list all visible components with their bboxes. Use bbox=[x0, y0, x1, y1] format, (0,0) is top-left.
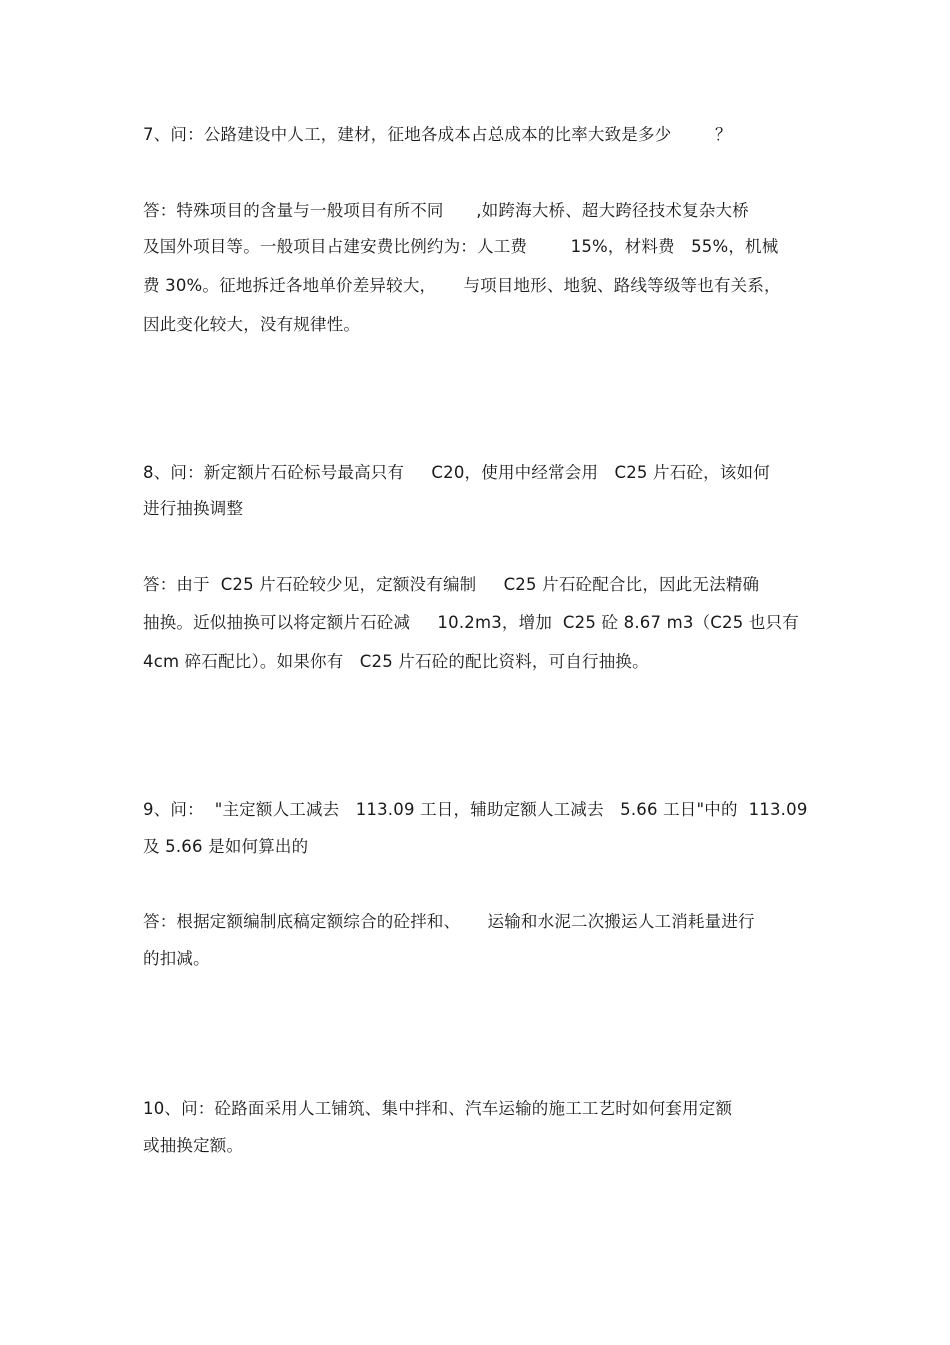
question-8-line-2: 进行抽换调整 bbox=[143, 499, 244, 518]
answer-8-line-1: 答：由于 C25 片石砼较少见，定额没有编制 C25 片石砼配合比，因此无法精确 bbox=[143, 575, 760, 594]
answer-7-line-2: 及国外项目等。一般项目占建安费比例约为：人工费 15%，材料费 55%，机械 bbox=[143, 237, 779, 256]
question-8-line-1: 8、问：新定额片石砼标号最高只有 C20，使用中经常会用 C25 片石砼，该如何 bbox=[143, 463, 770, 482]
question-7-line-1: 7、问：公路建设中人工，建材，征地各成本占总成本的比率大致是多少 ？ bbox=[143, 125, 732, 144]
answer-7-line-1: 答：特殊项目的含量与一般项目有所不同 ,如跨海大桥、超大跨径技术复杂大桥 bbox=[143, 201, 749, 220]
answer-7-line-3: 费 30%。征地拆迁各地单价差异较大， 与项目地形、地貌、路线等级等也有关系， bbox=[143, 276, 781, 295]
answer-9-line-2: 的扣减。 bbox=[143, 949, 210, 968]
question-10-line-1: 10、问：砼路面采用人工铺筑、集中拌和、汽车运输的施工工艺时如何套用定额 bbox=[143, 1099, 733, 1118]
question-9-line-1: 9、问： "主定额人工减去 113.09 工日，辅助定额人工减去 5.66 工日"中的 113.09 bbox=[143, 800, 808, 819]
answer-7-line-4: 因此变化较大，没有规律性。 bbox=[143, 315, 361, 334]
answer-8-line-2: 抽换。近似抽换可以将定额片石砼减 10.2m3，增加 C25 砼 8.67 m3（C25 也只有 bbox=[143, 613, 799, 632]
question-10-line-2: 或抽换定额。 bbox=[143, 1136, 244, 1155]
answer-9-line-1: 答：根据定额编制底稿定额综合的砼拌和、 运输和水泥二次搬运人工消耗量进行 bbox=[143, 912, 755, 931]
question-9-line-2: 及 5.66 是如何算出的 bbox=[143, 837, 309, 856]
answer-8-line-3: 4cm 碎石配比）。如果你有 C25 片石砼的配比资料，可自行抽换。 bbox=[143, 652, 649, 671]
